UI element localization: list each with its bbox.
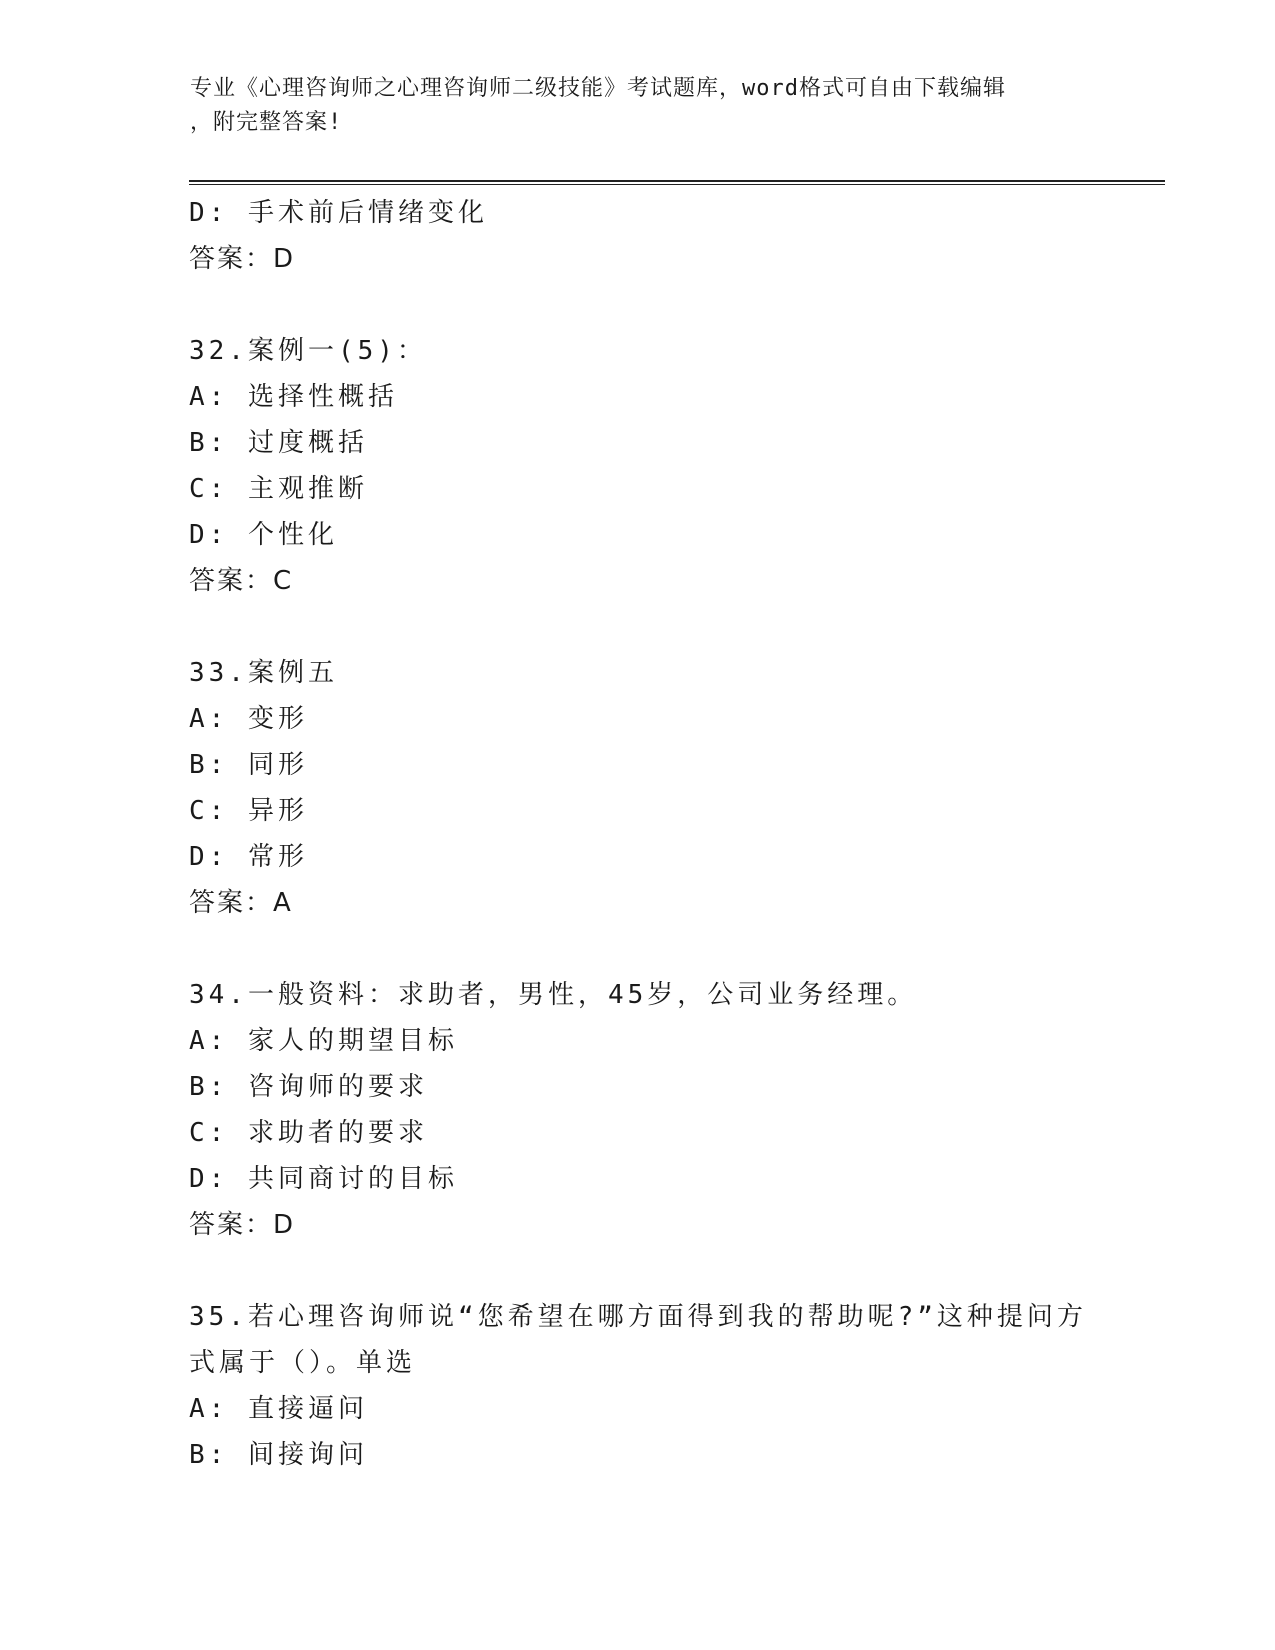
question-stem-line-1: 35.若心理咨询师说“您希望在哪方面得到我的帮助呢?”这种提问方 <box>189 1302 1087 1332</box>
option-a: A: 变形 <box>189 704 308 734</box>
option-a: A: 选择性概括 <box>189 382 398 412</box>
question-stem-line-2: 式属于（）。单选 <box>189 1348 417 1378</box>
option-d: D: 常形 <box>189 842 308 872</box>
document-header <box>190 72 1090 140</box>
option-c: C: 主观推断 <box>189 474 368 504</box>
answer: 答案：D <box>189 244 296 274</box>
answer: 答案：D <box>189 1210 296 1240</box>
option-b: B: 同形 <box>189 750 308 780</box>
question-32 <box>189 328 1149 604</box>
header-line-2: ，附完整答案! <box>190 110 343 135</box>
option-d: D: 手术前后情绪变化 <box>189 198 488 228</box>
question-stem: 32.案例一(5)： <box>189 336 427 366</box>
question-stem: 34.一般资料：求助者，男性，45岁，公司业务经理。 <box>189 980 918 1010</box>
option-b: B: 咨询师的要求 <box>189 1072 428 1102</box>
option-d: D: 个性化 <box>189 520 338 550</box>
answer: 答案：A <box>189 888 293 918</box>
question-33 <box>189 650 1149 926</box>
header-line-1: 专业《心理咨询师之心理咨询师二级技能》考试题库，word格式可自由下载编辑 <box>190 76 1006 101</box>
header-divider <box>189 180 1165 185</box>
option-a: A: 家人的期望目标 <box>189 1026 458 1056</box>
question-list <box>189 190 1149 1478</box>
spacer <box>189 926 1149 972</box>
question-stem: 33.案例五 <box>189 658 338 688</box>
option-b: B: 间接询问 <box>189 1440 368 1470</box>
spacer <box>189 604 1149 650</box>
option-c: C: 异形 <box>189 796 308 826</box>
question-34 <box>189 972 1149 1248</box>
spacer <box>189 1248 1149 1294</box>
question-31 <box>189 190 1149 282</box>
option-b: B: 过度概括 <box>189 428 368 458</box>
question-35 <box>189 1294 1149 1478</box>
option-c: C: 求助者的要求 <box>189 1118 428 1148</box>
spacer <box>189 282 1149 328</box>
option-d: D: 共同商讨的目标 <box>189 1164 458 1194</box>
option-a: A: 直接逼问 <box>189 1394 368 1424</box>
answer: 答案：C <box>189 566 294 596</box>
